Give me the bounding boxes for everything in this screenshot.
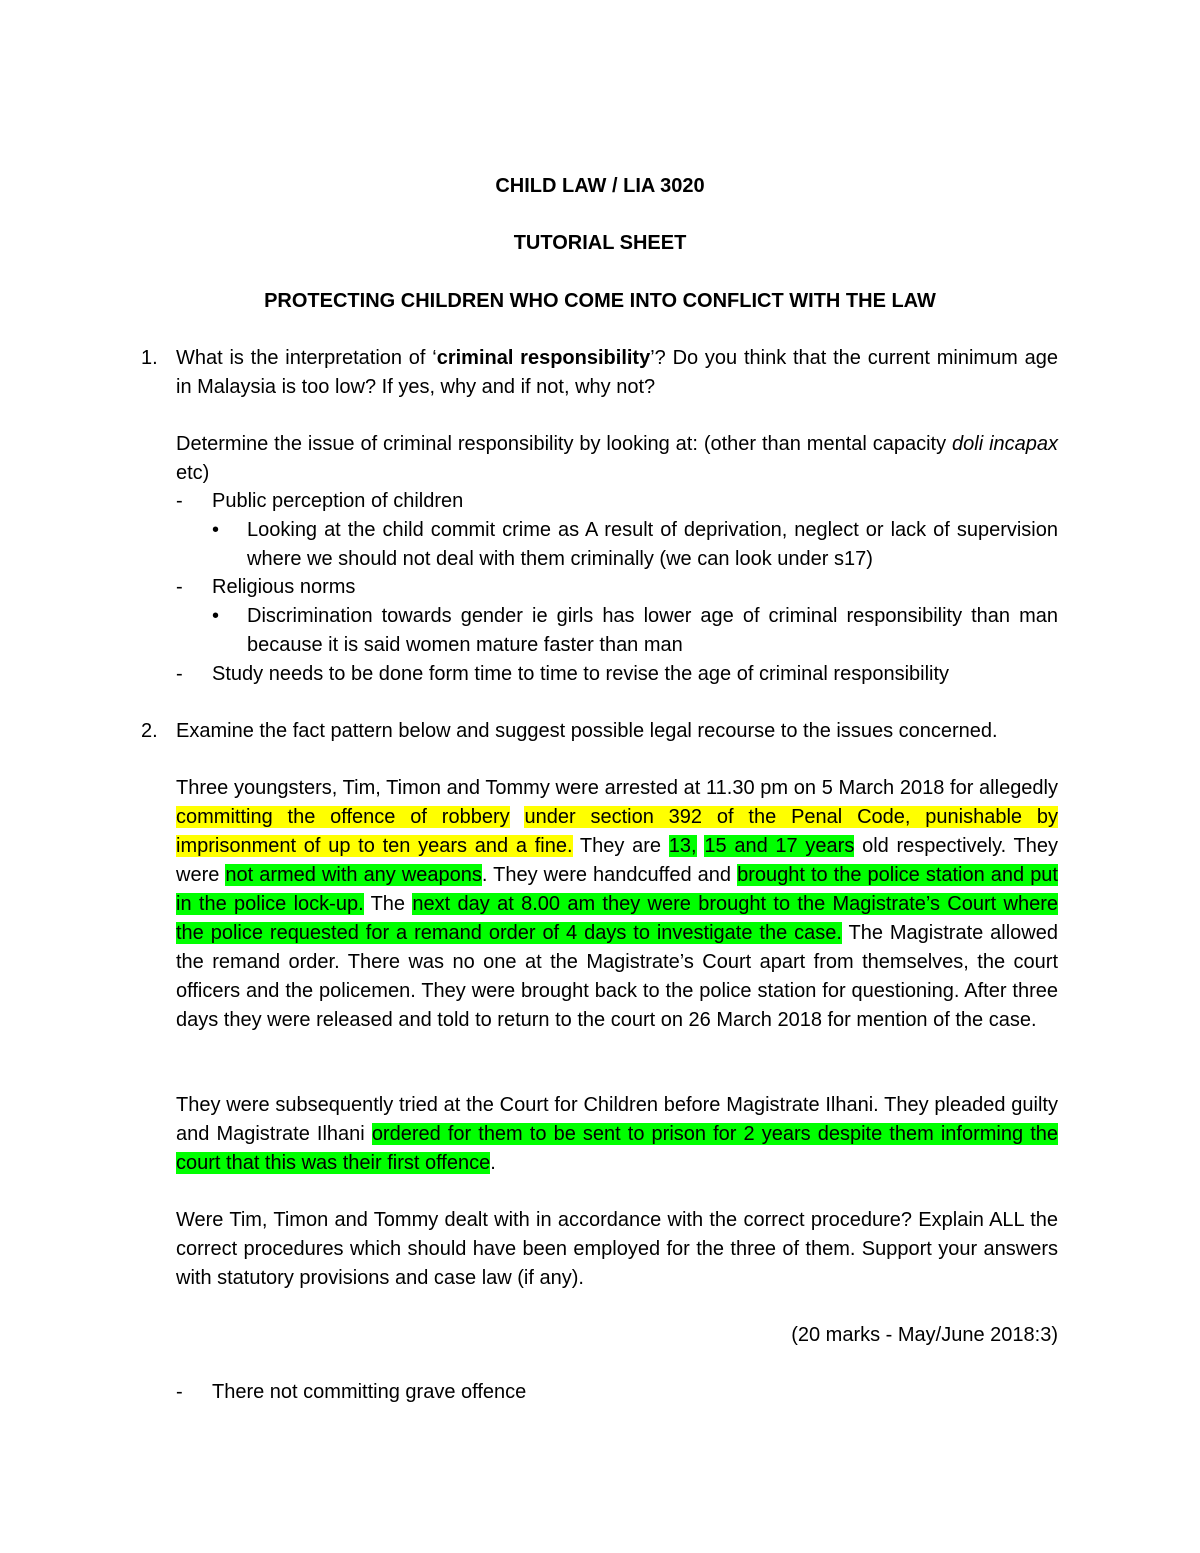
q2-p1-text: . They were handcuffed and <box>481 864 738 886</box>
q1-determine-b: etc) <box>176 462 210 484</box>
question-2-number: 2. <box>141 720 158 742</box>
bullet-marker: • <box>212 605 220 627</box>
dash-marker: - <box>176 490 183 512</box>
q2-p1-highlight: under section 392 of the Penal Code, punishable by imprisonment of up to ten years and a fine. <box>176 806 1058 857</box>
dash-marker: - <box>176 576 183 598</box>
q2-p1-text: old respectively. They were <box>176 835 1058 886</box>
marks-note: (20 marks - May/June 2018:3) <box>791 1324 1058 1346</box>
q2-p2-text: . <box>490 1152 496 1174</box>
q2-p1-highlight: not armed with any weapons <box>225 864 482 886</box>
q1-determine-italic: doli incapax <box>952 433 1059 455</box>
q2-p1-text <box>510 806 525 828</box>
q2-question: Were Tim, Timon and Tommy dealt with in accordance with the correct procedure? Explain ALL the correct procedures which should have been employed for the three of them. Support your answers with statutory provisions and case law (if any). <box>176 1209 1058 1289</box>
q2-fact-paragraph-2 <box>176 1091 1058 1178</box>
q1-point-2-bullet: Discrimination towards gender ie girls has lower age of criminal responsibility than man because it is said women mature faster than man <box>247 605 1058 656</box>
q2-p1-text: The <box>363 893 413 915</box>
bullet-marker: • <box>212 519 220 541</box>
q1-point-1-bullet: Looking at the child commit crime as A result of deprivation, neglect or lack of supervision where we should not deal with them criminally (we can look under s17) <box>247 519 1058 570</box>
q2-p2-text: They were subsequently tried at the Court for Children before Magistrate Ilhani. They pleaded guilty and Magistrate Ilhani <box>176 1094 1058 1145</box>
q2-p1-text: The Magistrate allowed the remand order. There was no one at the Magistrate’s Court apart from themselves, the court officers and the policemen. They were brought back to the police station for questioning. After three days they were released and told to return to the court on 26 March 2018 for mention of the case. <box>176 922 1058 1031</box>
q1-text-b: ’? Do you think that the current minimum age in Malaysia is too low? If yes, why and if not, why not? <box>176 347 1058 398</box>
question-1-number: 1. <box>141 347 158 369</box>
q2-p1-text: Three youngsters, Tim, Timon and Tommy were arrested at 11.30 pm on 5 March 2018 for allegedly <box>176 777 1058 799</box>
question-1-text <box>176 344 1058 402</box>
q1-term: criminal responsibility <box>436 347 651 369</box>
q2-p1-highlight: committing the offence of robbery <box>176 806 510 828</box>
dash-marker: - <box>176 1381 183 1403</box>
dash-marker: - <box>176 663 183 685</box>
q2-p2-highlight: ordered for them to be sent to prison for 2 years despite them informing the court that this was their first offence <box>176 1123 1058 1174</box>
q1-determine-a: Determine the issue of criminal responsibility by looking at: (other than mental capacity <box>176 433 953 455</box>
course-heading: CHILD LAW / LIA 3020 <box>495 175 705 197</box>
answer-note: There not committing grave offence <box>212 1381 527 1403</box>
sheet-heading: TUTORIAL SHEET <box>513 232 687 254</box>
topic-heading: PROTECTING CHILDREN WHO COME INTO CONFLICT WITH THE LAW <box>264 290 936 312</box>
q2-p1-highlight: 15 and 17 years <box>704 835 855 857</box>
q1-text-a: What is the interpretation of ‘ <box>176 347 437 369</box>
question-2-intro: Examine the fact pattern below and suggest possible legal recourse to the issues concerned. <box>176 720 998 742</box>
q2-p1-highlight: brought to the police station and put in the police lock-up. <box>176 864 1058 915</box>
q2-p1-highlight: 13, <box>668 835 697 857</box>
q1-point-3: Study needs to be done form time to time to revise the age of criminal responsibility <box>212 663 950 685</box>
q2-p1-text: They are <box>572 835 669 857</box>
q1-point-1: Public perception of children <box>212 490 464 512</box>
q1-point-2: Religious norms <box>212 576 356 598</box>
q1-determine <box>176 430 1058 488</box>
q2-p1-highlight: next day at 8.00 am they were brought to the Magistrate’s Court where the police requested for a remand order of 4 days to investigate the case. <box>176 893 1058 944</box>
q2-fact-paragraph-1 <box>176 774 1058 1035</box>
